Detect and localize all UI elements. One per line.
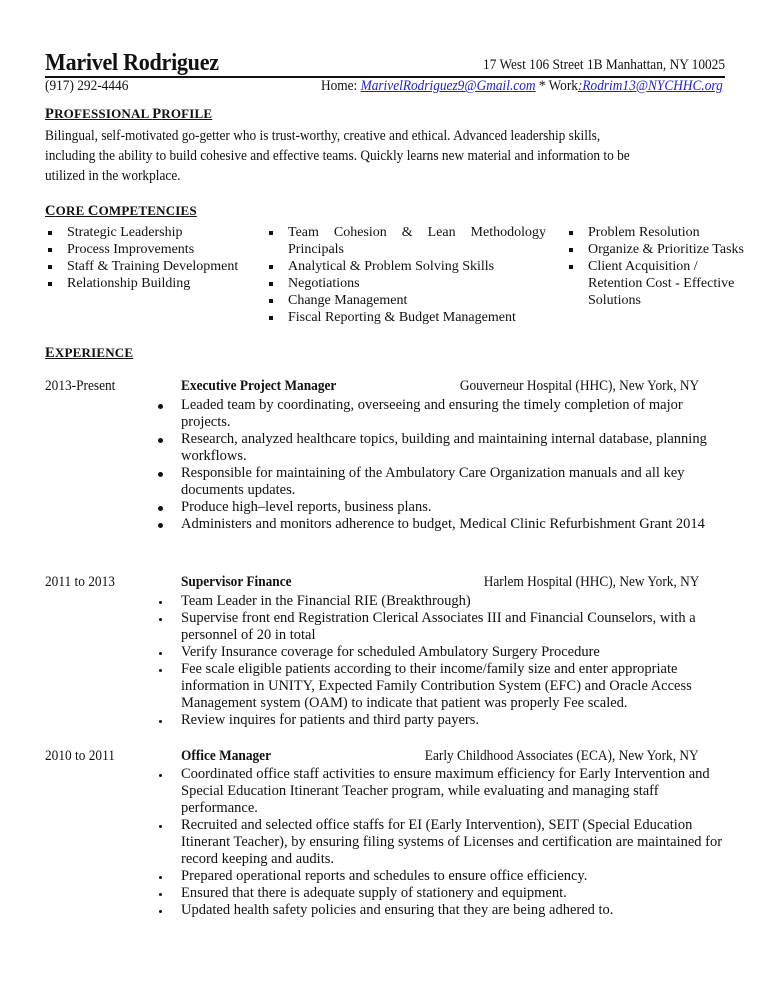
profile-summary <box>45 126 726 186</box>
competency-item: Negotiations <box>266 275 546 292</box>
separator: * <box>535 78 549 94</box>
competencies-column-1 <box>45 224 255 292</box>
competency-item: Strategic Leadership <box>45 224 255 241</box>
job-bullet: Responsible for maintaining of the Ambulatory Care Organization manuals and all key documents updates. <box>181 465 729 499</box>
professional-profile-heading: PROFESSIONAL PROFILE <box>45 106 213 122</box>
competency-item: Team Cohesion & Lean Methodology Principals <box>266 224 546 258</box>
job-bullet-list <box>181 397 729 533</box>
job-bullet: Administers and monitors adherence to budget, Medical Clinic Refurbishment Grant 2014 <box>181 516 729 533</box>
core-competencies-heading: CORE COMPETENCIES <box>45 203 197 219</box>
competency-item: Client Acquisition / Retention Cost - Effective Solutions <box>566 258 748 309</box>
competencies-column-2 <box>266 224 546 326</box>
job-bullet: Fee scale eligible patients according to their income/family size and enter appropriate information in UNITY, Expected Family Contribution System (EFC) and Oracle Access Management system (OAM) to indicate that patient was properly Fee scaled. <box>181 661 729 712</box>
experience-heading: EXPERIENCE <box>45 345 134 361</box>
home-label: Home: <box>321 78 361 94</box>
job-header <box>45 748 725 768</box>
profile-line: utilized in the workplace. <box>45 168 181 184</box>
competency-item: Relationship Building <box>45 275 255 292</box>
job-bullet: Verify Insurance coverage for scheduled Ambulatory Surgery Procedure <box>181 644 729 661</box>
job-bullet: Coordinated office staff activities to ensure maximum efficiency for Early Intervention and Special Education Itinerant Teacher program, while evaluating and managing staff performance. <box>181 766 729 817</box>
profile-line: including the ability to build cohesive and effective teams. Quickly learns new material and information to be <box>45 148 630 164</box>
home-email-link[interactable]: MarivelRodriguez9@Gmail.com <box>360 78 536 94</box>
competency-item: Problem Resolution <box>566 224 746 241</box>
email-line <box>321 78 723 95</box>
candidate-name: Marivel Rodriguez <box>45 50 219 76</box>
mailing-address: 17 West 106 Street 1B Manhattan, NY 10025 <box>483 57 725 73</box>
competency-item: Staff & Training Development <box>45 258 255 275</box>
phone-number: (917) 292-4446 <box>45 78 129 94</box>
job-header <box>45 378 725 398</box>
work-label: Work <box>548 78 579 94</box>
profile-line: Bilingual, self-motivated go-getter who is trust-worthy, creative and ethical. Advanced leadership skills, <box>45 128 601 144</box>
job-header <box>45 574 725 594</box>
work-email-link[interactable]: :Rodrim13@NYCHHC.org <box>578 78 723 94</box>
job-bullet: Team Leader in the Financial RIE (Breakthrough) <box>181 593 729 610</box>
job-organization: Early Childhood Associates (ECA), New York, NY <box>425 748 699 764</box>
competency-item: Process Improvements <box>45 241 255 258</box>
job-title: Executive Project Manager <box>181 378 337 394</box>
competencies-column-3 <box>566 224 746 309</box>
job-bullet: Updated health safety policies and ensuring that they are being adhered to. <box>181 902 729 919</box>
job-organization: Gouverneur Hospital (HHC), New York, NY <box>459 378 699 394</box>
job-bullet-list <box>181 766 729 919</box>
job-bullet: Supervise front end Registration Clerical Associates III and Financial Counselors, with a personnel of 20 in total <box>181 610 729 644</box>
job-bullet-list <box>181 593 729 729</box>
competency-item: Fiscal Reporting & Budget Management <box>266 309 546 326</box>
job-title: Supervisor Finance <box>181 574 292 590</box>
job-bullet: Leaded team by coordinating, overseeing and ensuring the timely completion of major projects. <box>181 397 729 431</box>
job-bullet: Prepared operational reports and schedules to ensure office efficiency. <box>181 868 729 885</box>
competency-item: Analytical & Problem Solving Skills <box>266 258 546 275</box>
job-dates: 2011 to 2013 <box>45 574 115 590</box>
competency-item: Organize & Prioritize Tasks <box>566 241 746 258</box>
job-bullet: Recruited and selected office staffs for EI (Early Intervention), SEIT (Special Education Itinerant Teacher), by ensuring filing systems of Licenses and certification are maintained for record keeping and audits. <box>181 817 729 868</box>
job-bullet: Produce high–level reports, business plans. <box>181 499 729 516</box>
job-bullet: Review inquires for patients and third party payers. <box>181 712 729 729</box>
job-dates: 2013-Present <box>45 378 116 394</box>
job-organization: Harlem Hospital (HHC), New York, NY <box>483 574 699 590</box>
job-title: Office Manager <box>181 748 272 764</box>
job-bullet: Ensured that there is adequate supply of stationery and equipment. <box>181 885 729 902</box>
job-bullet: Research, analyzed healthcare topics, building and maintaining internal database, planning workflows. <box>181 431 729 465</box>
job-dates: 2010 to 2011 <box>45 748 115 764</box>
competency-item: Change Management <box>266 292 546 309</box>
